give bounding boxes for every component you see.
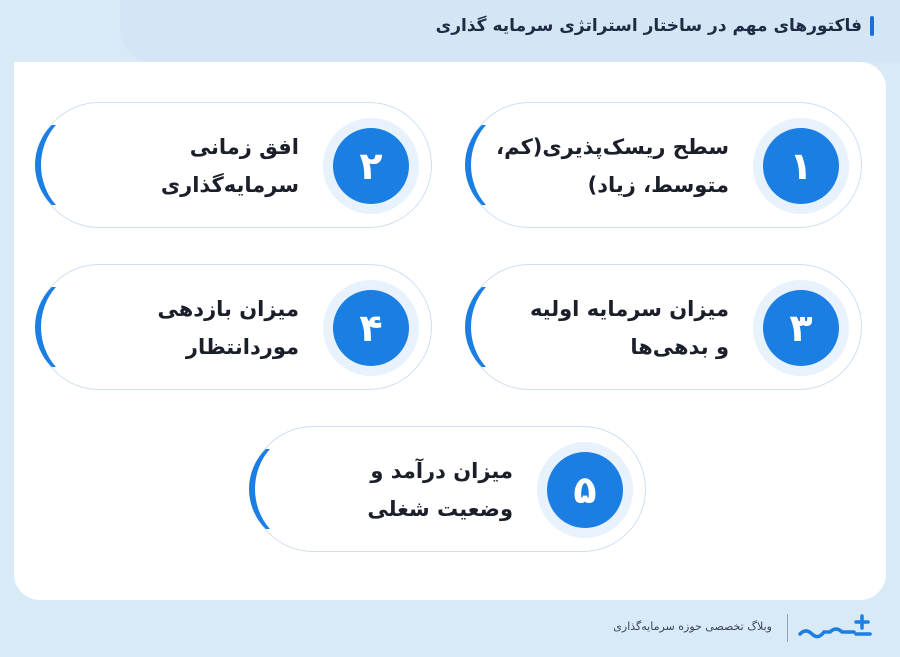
page-title-text: فاکتورهای مهم در ساختار استراتژی سرمایه گذاری xyxy=(435,16,862,36)
factor-label: میزان سرمایه اولیه و بدهی‌ها xyxy=(529,297,729,359)
factor-card-3 xyxy=(466,264,862,390)
factor-card-1 xyxy=(466,102,862,228)
factor-card-5 xyxy=(250,426,646,552)
number-badge: ۳ xyxy=(763,290,839,366)
number-badge: ۱ xyxy=(763,128,839,204)
factor-label: میزان بازدهی موردانتظار xyxy=(157,297,299,359)
page-title xyxy=(436,16,874,36)
factor-label: سطح ریسک‌پذیری(کم، متوسط، زیاد) xyxy=(496,135,729,197)
factor-label: افق زمانی سرمایه‌گذاری xyxy=(160,135,299,197)
number-badge: ۲ xyxy=(333,128,409,204)
factor-card-2 xyxy=(36,102,432,228)
footer xyxy=(0,600,900,657)
footer-divider xyxy=(787,614,788,642)
title-accent-bar xyxy=(870,16,874,36)
footer-tagline: وبلاگ تخصصی حوزه سرمایه‌گذاری xyxy=(613,620,772,633)
number-badge: ۴ xyxy=(333,290,409,366)
number-badge: ۵ xyxy=(547,452,623,528)
sarmayeh-logo-icon xyxy=(796,608,876,646)
header-bar xyxy=(120,0,900,62)
factor-label: میزان درآمد و وضعیت شغلی xyxy=(367,459,513,521)
content-panel xyxy=(14,62,886,600)
factor-card-4 xyxy=(36,264,432,390)
